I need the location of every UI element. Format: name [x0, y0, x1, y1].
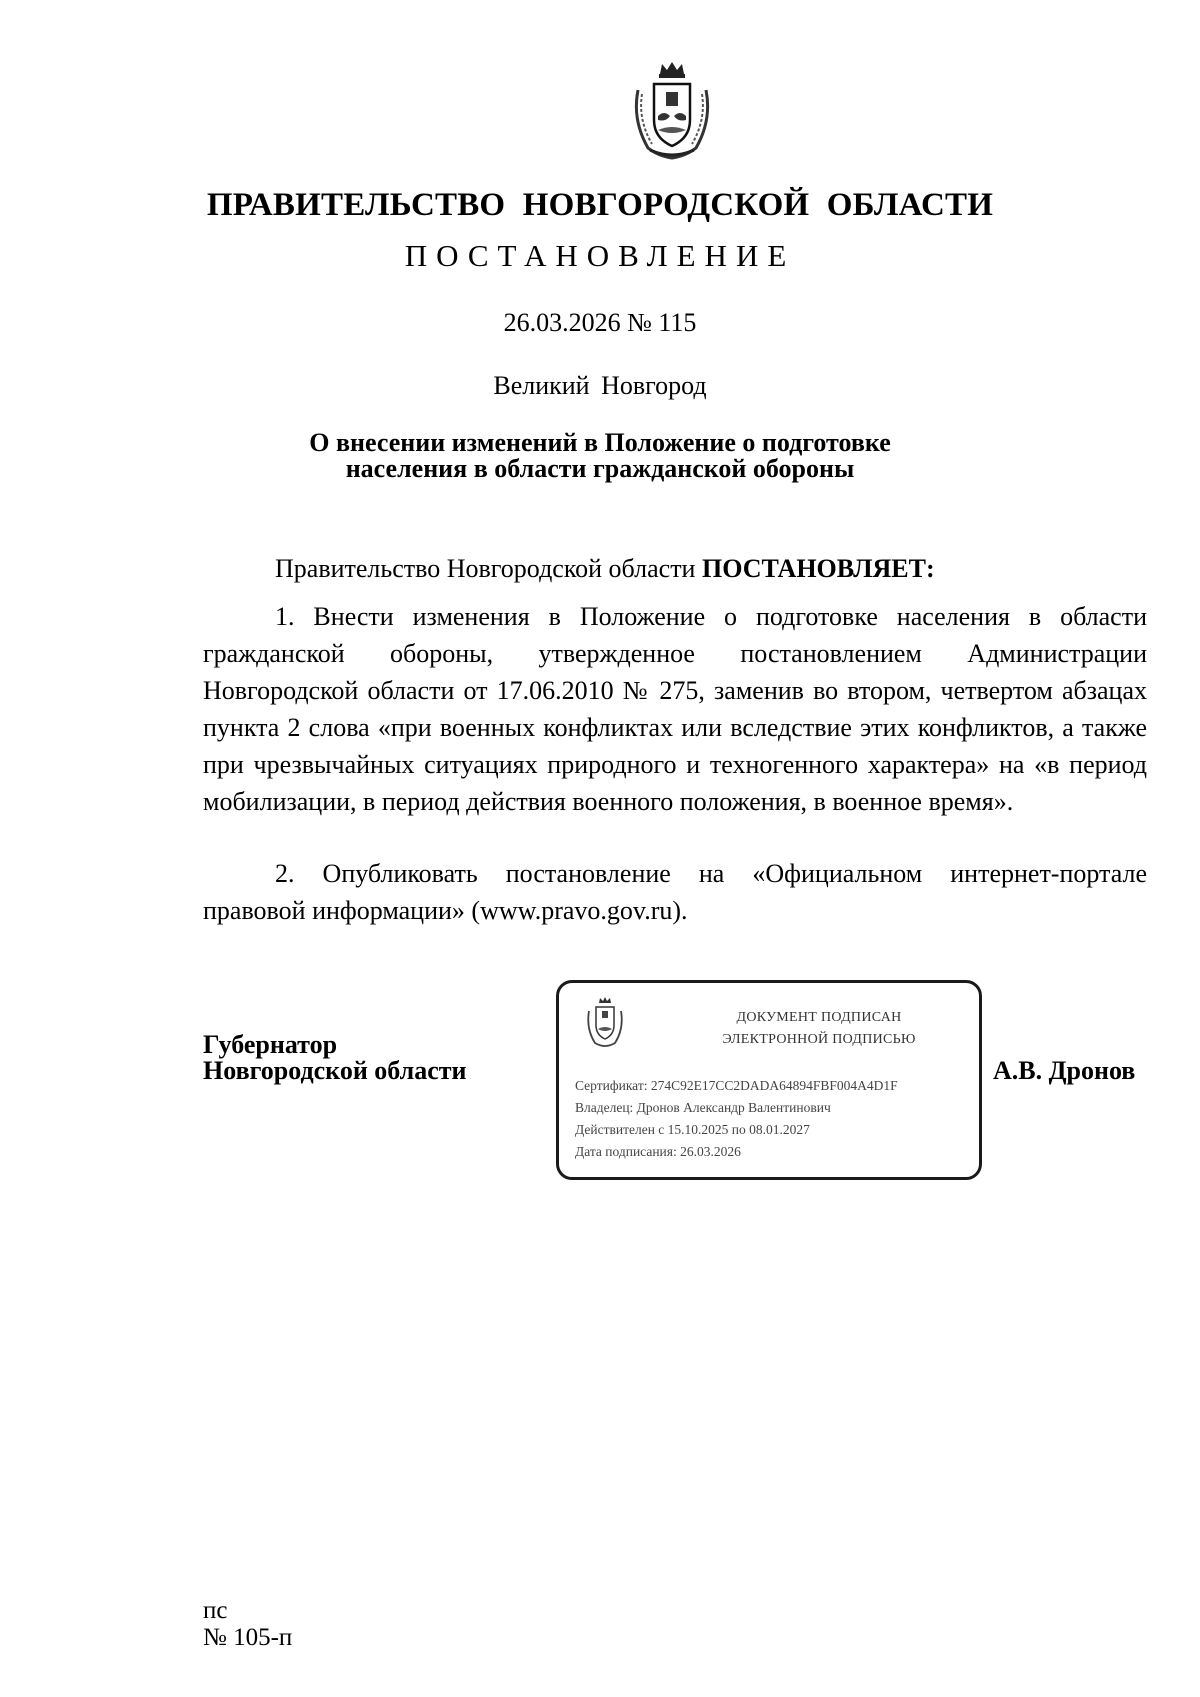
item-1-paragraph: 1. Внести изменения в Положение о подготовке населения в области гражданской обороны, утвержденное постановлением Администрации Новгородской области от 17.06.2010 № 275, заменив во втором, четвертом абзацах пункта 2 слова «при военных конфликтах или вследствие этих конфликтов, а также при чрезвычайных ситуациях природного и техногенного характера» на «в период мобилизации, в период действия военного положения, в военное время». — [203, 602, 1147, 816]
stamp-validity: Действителен с 15.10.2025 по 08.01.2027 — [575, 1122, 810, 1137]
footer-code — [203, 1597, 292, 1651]
stamp-sign-date: Дата подписания: 26.03.2026 — [575, 1144, 741, 1159]
government-title: ПРАВИТЕЛЬСТВО НОВГОРОДСКОЙ ОБЛАСТИ — [206, 187, 994, 223]
signer-position-line-2: Новгородской области — [203, 1056, 467, 1085]
item-2-paragraph: 2. Опубликовать постановление на «Официальном интернет-портале правовой информации» (www.pravo.gov.ru). — [203, 859, 1147, 925]
subject-line-2: населения в области гражданской обороны — [345, 454, 855, 483]
signer-position-line-1: Губернатор — [203, 1030, 338, 1059]
stamp-details — [575, 1075, 898, 1163]
document-subject — [0, 430, 1200, 482]
document-date-number: 26.03.2026 № 115 — [503, 308, 697, 337]
footer-code-line-1: пс — [203, 1597, 228, 1624]
stamp-certificate: Сертификат: 274C92E17CC2DADA64894FBF004A4D1F — [575, 1078, 898, 1093]
footer-code-line-2: № 105-п — [203, 1624, 293, 1651]
signer-position — [203, 1032, 467, 1084]
document-city: Великий Новгород — [493, 371, 707, 400]
coat-of-arms-icon — [628, 60, 716, 162]
intro-paragraph — [203, 550, 1147, 587]
intro-text: Правительство Новгородской области — [275, 554, 702, 583]
stamp-heading-line-2: ЭЛЕКТРОННОЙ ПОДПИСЬЮ — [722, 1032, 916, 1047]
signer-name: А.В. Дронов — [993, 1056, 1136, 1085]
stamp-heading-line-1: ДОКУМЕНТ ПОДПИСАН — [736, 1010, 902, 1025]
stamp-heading — [679, 1007, 959, 1051]
document-type: ПОСТАНОВЛЕНИЕ — [404, 238, 796, 273]
stamp-owner: Владелец: Дронов Александр Валентинович — [575, 1100, 831, 1115]
intro-decree-word: ПОСТАНОВЛЯЕТ: — [701, 554, 935, 583]
electronic-signature-stamp — [556, 980, 982, 1180]
stamp-coat-of-arms-icon — [585, 997, 625, 1051]
subject-line-1: О внесении изменений в Положение о подготовке — [309, 428, 891, 457]
